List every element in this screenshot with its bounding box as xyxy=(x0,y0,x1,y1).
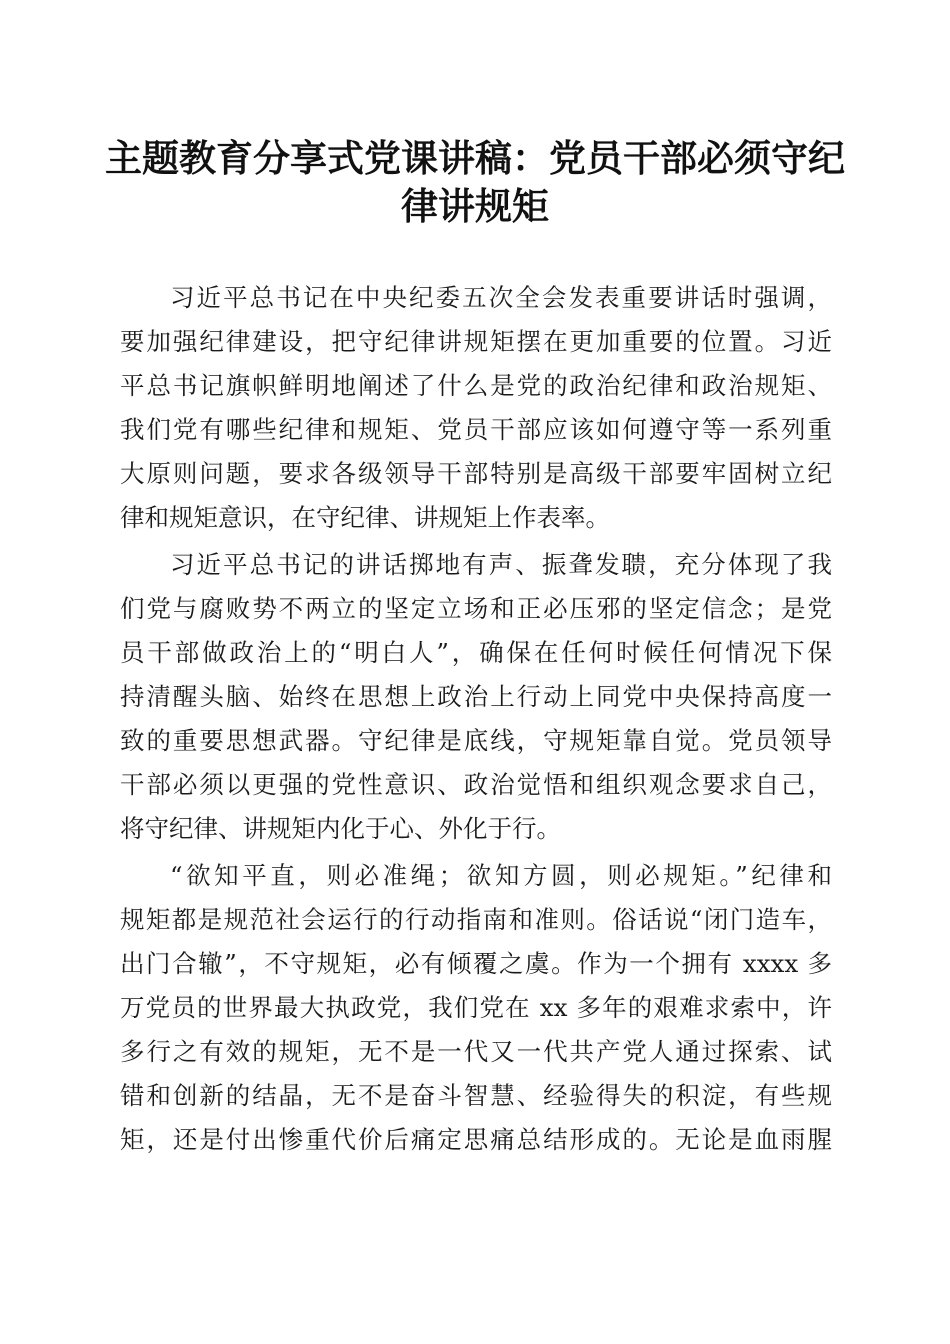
paragraph-line: 规矩都是规范社会运行的行动指南和准则。俗话说“闭门造车， xyxy=(120,905,832,934)
paragraph-line: 矩，还是付出惨重代价后痛定思痛总结形成的。无论是血雨腥 xyxy=(120,1125,832,1154)
paragraph-line: 干部必须以更强的党性意识、政治觉悟和组织观念要求自己， xyxy=(120,770,832,799)
paragraph-line: 们党与腐败势不两立的坚定立场和正必压邪的坚定信念；是党 xyxy=(120,594,832,623)
paragraph-line: 多行之有效的规矩，无不是一代又一代共产党人通过探索、试 xyxy=(120,1037,832,1066)
paragraph-line: 将守纪律、讲规矩内化于心、外化于行。 xyxy=(120,814,561,843)
paragraph-line: 律和规矩意识，在守纪律、讲规矩上作表率。 xyxy=(120,503,610,532)
document-title-line-2: 律讲规矩 xyxy=(401,184,549,228)
paragraph-line: 出门合辙”，不守规矩，必有倾覆之虞。作为一个拥有 xxxx 多 xyxy=(120,949,832,978)
paragraph-line: 持清醒头脑、始终在思想上政治上行动上同党中央保持高度一 xyxy=(120,682,832,711)
paragraph-line: 员干部做政治上的“明白人”，确保在任何时候任何情况下保 xyxy=(120,638,832,667)
paragraph-line: “欲知平直，则必准绳；欲知方圆，则必规矩。”纪律和 xyxy=(170,861,832,890)
paragraph-line: 要加强纪律建设，把守纪律讲规矩摆在更加重要的位置。习近 xyxy=(120,327,832,356)
paragraph-line: 习近平总书记的讲话掷地有声、振聋发聩，充分体现了我 xyxy=(170,550,832,579)
paragraph-line: 致的重要思想武器。守纪律是底线，守规矩靠自觉。党员领导 xyxy=(120,726,832,755)
document-title-line-1: 主题教育分享式党课讲稿：党员干部必须守纪 xyxy=(105,136,845,180)
paragraph-line: 错和创新的结晶，无不是奋斗智慧、经验得失的积淀，有些规 xyxy=(120,1081,832,1110)
paragraph-line: 我们党有哪些纪律和规矩、党员干部应该如何遵守等一系列重 xyxy=(120,415,832,444)
paragraph-line: 大原则问题，要求各级领导干部特别是高级干部要牢固树立纪 xyxy=(120,459,832,488)
paragraph-line: 习近平总书记在中央纪委五次全会发表重要讲话时强调， xyxy=(170,283,832,312)
paragraph-line: 平总书记旗帜鲜明地阐述了什么是党的政治纪律和政治规矩、 xyxy=(120,371,832,400)
paragraph-line: 万党员的世界最大执政党，我们党在 xx 多年的艰难求索中，许 xyxy=(120,993,832,1022)
